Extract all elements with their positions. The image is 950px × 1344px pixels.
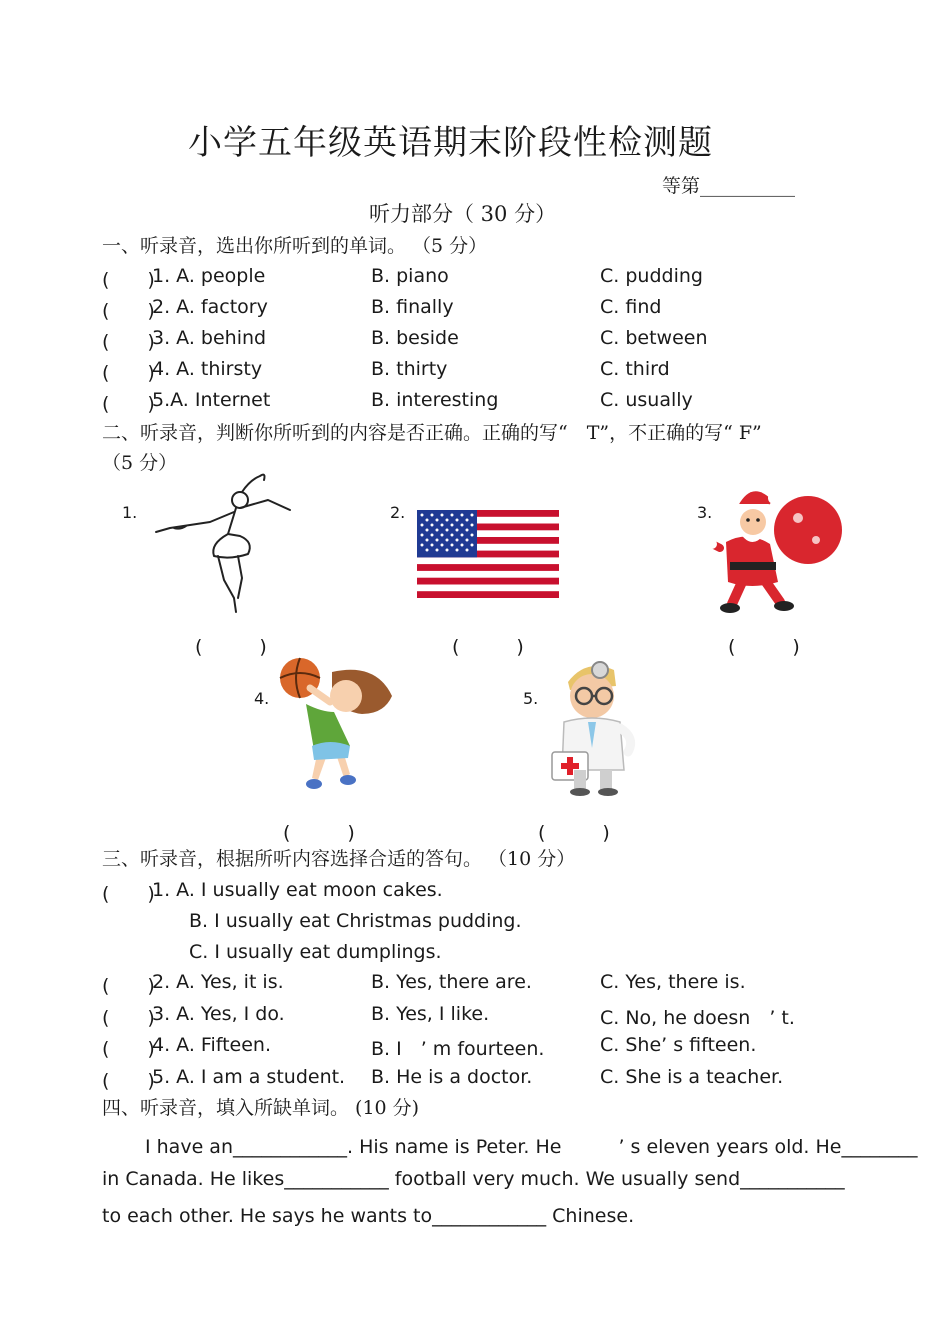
basketball-player-image — [272, 654, 402, 799]
picture-number: 4. — [254, 689, 270, 708]
answer-paren[interactable]: ( ) — [102, 1038, 155, 1060]
section2-score: （5 分） — [102, 452, 178, 474]
option-b: B. I usually eat Christmas pudding. — [189, 910, 522, 932]
option-a: 1. A. I usually eat moon cakes. — [152, 879, 443, 901]
option-b: B. interesting — [371, 389, 499, 411]
ballerina-image — [150, 472, 300, 617]
option-c: C. Yes, there is. — [600, 971, 746, 993]
option-a: 4. A. thirsty — [152, 358, 263, 380]
answer-paren[interactable]: ( ) — [728, 636, 800, 658]
option-a: 2. A. factory — [152, 296, 268, 318]
option-c: C. No, he doesn ’ t. — [600, 1007, 795, 1029]
page-title: 小学五年级英语期末阶段性检测题 — [188, 123, 713, 163]
option-c: C. between — [600, 327, 708, 349]
option-c: C. pudding — [600, 265, 703, 287]
option-c: C. find — [600, 296, 662, 318]
us-flag-image — [417, 510, 559, 598]
option-b: B. Yes, I like. — [371, 1003, 490, 1025]
option-b: B. He is a doctor. — [371, 1066, 533, 1088]
option-a: 5.A. Internet — [152, 389, 271, 411]
answer-paren[interactable]: ( ) — [102, 300, 155, 322]
option-a: 2. A. Yes, it is. — [152, 971, 284, 993]
picture-number: 1. — [122, 503, 138, 522]
option-a: 1. A. people — [152, 265, 266, 287]
option-b: B. piano — [371, 265, 449, 287]
answer-paren[interactable]: ( ) — [195, 636, 267, 658]
option-b: B. finally — [371, 296, 454, 318]
answer-paren[interactable]: ( ) — [102, 362, 155, 384]
grade-field[interactable]: 等第__________ — [662, 175, 796, 197]
answer-paren[interactable]: ( ) — [102, 269, 155, 291]
option-c: C. usually — [600, 389, 693, 411]
option-c: C. She is a teacher. — [600, 1066, 784, 1088]
answer-paren[interactable]: ( ) — [538, 822, 610, 844]
option-a: 3. A. behind — [152, 327, 267, 349]
section1-heading: 一、听录音，选出你所听到的单词。 （5 分） — [102, 235, 488, 257]
answer-paren[interactable]: ( ) — [102, 883, 155, 905]
santa-claus-image — [708, 478, 848, 616]
picture-number: 3. — [697, 503, 713, 522]
option-c: C. She’ s fifteen. — [600, 1034, 757, 1056]
section3-heading: 三、听录音，根据所听内容选择合适的答句。 （10 分） — [102, 848, 576, 870]
answer-paren[interactable]: ( ) — [102, 393, 155, 415]
section4-heading: 四、听录音，填入所缺单词。 (10 分) — [102, 1097, 420, 1119]
cloze-line-3[interactable]: to each other. He says he wants to____________ Chinese. — [102, 1205, 635, 1227]
doctor-image — [540, 652, 650, 800]
picture-number: 2. — [390, 503, 406, 522]
option-c: C. I usually eat dumplings. — [189, 941, 442, 963]
answer-paren[interactable]: ( ) — [102, 331, 155, 353]
picture-number: 5. — [523, 689, 539, 708]
answer-paren[interactable]: ( ) — [102, 975, 155, 997]
option-a: 4. A. Fifteen. — [152, 1034, 272, 1056]
cloze-line-2[interactable]: in Canada. He likes___________ football very much. We usually send___________ — [102, 1168, 845, 1190]
option-a: 3. A. Yes, I do. — [152, 1003, 285, 1025]
part-title: 听力部分（ 30 分） — [369, 202, 557, 226]
answer-paren[interactable]: ( ) — [102, 1070, 155, 1092]
cloze-line-1[interactable]: I have an____________. His name is Peter. He ’ s eleven years old. He________ — [145, 1136, 918, 1158]
option-b: B. Yes, there are. — [371, 971, 532, 993]
option-b: B. beside — [371, 327, 459, 349]
option-b: B. thirty — [371, 358, 448, 380]
answer-paren[interactable]: ( ) — [283, 822, 355, 844]
option-a: 5. A. I am a student. — [152, 1066, 346, 1088]
answer-paren[interactable]: ( ) — [452, 636, 524, 658]
option-c: C. third — [600, 358, 670, 380]
option-b: B. I ’ m fourteen. — [371, 1038, 545, 1060]
answer-paren[interactable]: ( ) — [102, 1007, 155, 1029]
section2-heading: 二、听录音，判断你所听到的内容是否正确。正确的写“ T”，不正确的写“ F” — [102, 422, 762, 444]
